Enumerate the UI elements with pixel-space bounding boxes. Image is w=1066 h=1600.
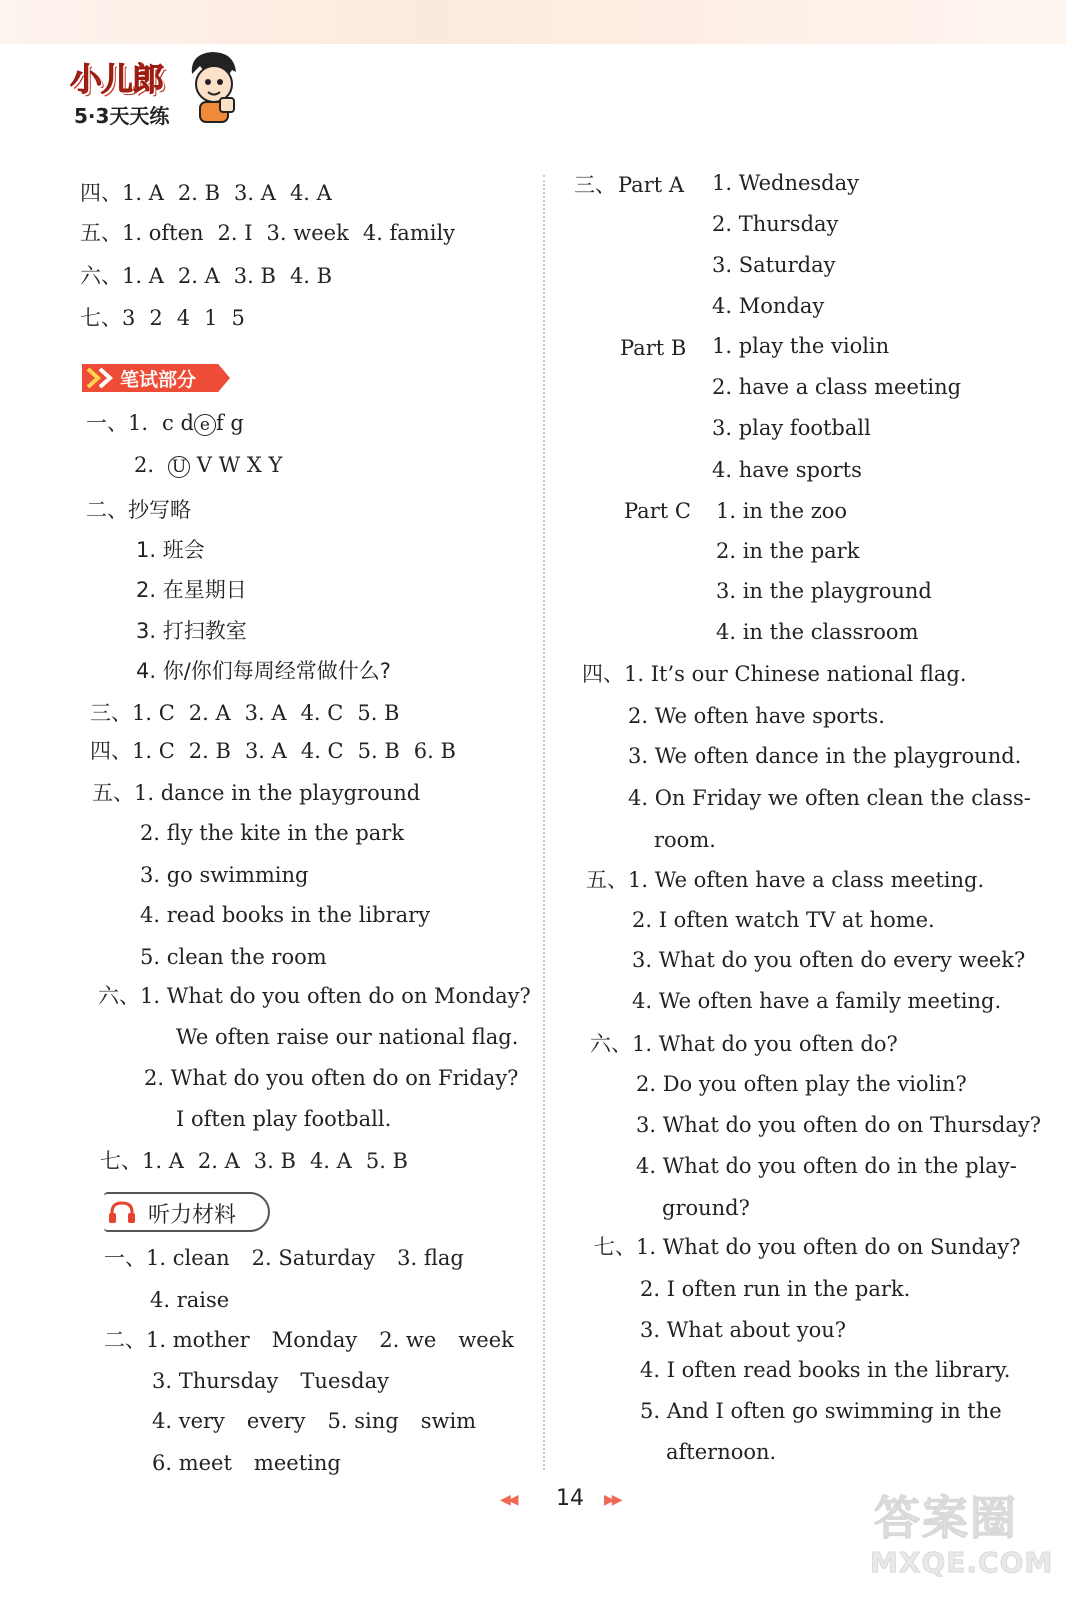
circled-letter: e bbox=[194, 414, 216, 436]
column-divider bbox=[543, 175, 545, 1470]
list-item: 1. play the violin bbox=[712, 334, 890, 358]
answer-row: 五、1. often 2. I 3. week 4. family bbox=[80, 221, 456, 245]
list-item: 4. I often read books in the library. bbox=[640, 1358, 1011, 1382]
list-item: ground? bbox=[662, 1196, 750, 1220]
watermark-bottom: MXQE.COM bbox=[870, 1546, 1054, 1579]
list-item: 1. Wednesday bbox=[712, 171, 860, 195]
watermark-top: 答案圈 bbox=[874, 1491, 1018, 1545]
list-item: 4. raise bbox=[150, 1288, 230, 1312]
list-item: 5. clean the room bbox=[140, 945, 327, 969]
section-title: 听力材料 bbox=[148, 1203, 237, 1228]
list-item: 3. What do you often do every week? bbox=[632, 948, 1026, 972]
section-marker: 三、 bbox=[574, 173, 616, 197]
list-item: 4. What do you often do in the play- bbox=[636, 1154, 1017, 1178]
list-item: 2. What do you often do on Friday? bbox=[144, 1066, 519, 1090]
list-item: 2. have a class meeting bbox=[712, 375, 962, 399]
part-label: Part B bbox=[620, 336, 687, 360]
list-item: 2. 在星期日 bbox=[136, 578, 247, 602]
logo-subtitle: 5·3天天练 bbox=[74, 104, 170, 128]
answer-row: 六、1. A 2. A 3. B 4. B bbox=[80, 264, 333, 288]
list-item: 3. We often dance in the playground. bbox=[628, 744, 1022, 768]
double-arrow-icon bbox=[86, 367, 116, 389]
top-band bbox=[0, 0, 1066, 44]
list-item: afternoon. bbox=[666, 1440, 777, 1464]
list-item: 3. go swimming bbox=[140, 863, 309, 887]
section-title: 笔试部分 bbox=[120, 369, 197, 391]
list-item: 4. We often have a family meeting. bbox=[632, 989, 1002, 1013]
answer-row: 2. U V W X Y bbox=[134, 453, 283, 477]
list-item: 2. I often watch TV at home. bbox=[632, 908, 935, 932]
list-item: 2. I often run in the park. bbox=[640, 1277, 911, 1301]
answer-row: 四、1. C 2. B 3. A 4. C 5. B 6. B bbox=[90, 739, 456, 763]
list-item: 1. in the zoo bbox=[716, 499, 848, 523]
list-item: We often raise our national flag. bbox=[176, 1025, 519, 1049]
answer-row: 二、抄写略 bbox=[86, 498, 191, 522]
answer-row: 四、1. A 2. B 3. A 4. A bbox=[80, 181, 332, 205]
list-item: 2. We often have sports. bbox=[628, 704, 885, 728]
logo-title: 小儿郎 bbox=[70, 60, 164, 98]
boy-mascot-icon bbox=[186, 48, 242, 128]
list-item: 4. On Friday we often clean the class- bbox=[628, 786, 1031, 810]
list-item: 4. 你/你们每周经常做什么? bbox=[136, 659, 391, 683]
list-item: 1. 班会 bbox=[136, 538, 205, 562]
answer-row: 二、1. mother Monday 2. we week bbox=[104, 1328, 514, 1352]
list-item: 4. very every 5. sing swim bbox=[152, 1409, 477, 1433]
list-item: room. bbox=[654, 828, 716, 852]
answer-row: 三、1. C 2. A 3. A 4. C 5. B bbox=[90, 701, 400, 725]
next-arrows-icon: ▶▶ bbox=[604, 1492, 620, 1508]
answer-row: 六、1. What do you often do on Monday? bbox=[98, 984, 531, 1008]
section-banner-written bbox=[82, 364, 232, 394]
prev-arrows-icon: ◀◀ bbox=[500, 1492, 516, 1508]
list-item: 2. Do you often play the violin? bbox=[636, 1072, 967, 1096]
part-label: Part C bbox=[624, 499, 691, 523]
page-number: 14 bbox=[556, 1486, 584, 1511]
list-item: 3. 打扫教室 bbox=[136, 619, 247, 643]
list-item: 4. Monday bbox=[712, 294, 825, 318]
answer-row: 七、3 2 4 1 5 bbox=[80, 306, 245, 330]
list-item: 2. in the park bbox=[716, 539, 860, 563]
answer-row: 一、1. clean 2. Saturday 3. flag bbox=[104, 1246, 464, 1270]
list-item: 6. meet meeting bbox=[152, 1451, 341, 1475]
answer-row: 五、1. dance in the playground bbox=[92, 781, 421, 805]
answer-row: 七、1. A 2. A 3. B 4. A 5. B bbox=[100, 1149, 408, 1173]
list-item: 4. in the classroom bbox=[716, 620, 919, 644]
answer-row: 一、1. c d e f g bbox=[86, 411, 244, 435]
answer-row: 四、1. It’s our Chinese national flag. bbox=[582, 662, 967, 686]
watermark bbox=[868, 1478, 1054, 1588]
list-item: 3. Thursday Tuesday bbox=[152, 1369, 389, 1393]
list-item: 3. Saturday bbox=[712, 253, 836, 277]
answer-row: 六、1. What do you often do? bbox=[590, 1032, 898, 1056]
section-tag-listening bbox=[104, 1192, 270, 1232]
list-item: 4. read books in the library bbox=[140, 903, 431, 927]
list-item: 5. And I often go swimming in the bbox=[640, 1399, 1002, 1423]
list-item: 3. What about you? bbox=[640, 1318, 846, 1342]
answer-row: 五、1. We often have a class meeting. bbox=[586, 868, 985, 892]
list-item: 2. Thursday bbox=[712, 212, 839, 236]
list-item: I often play football. bbox=[176, 1107, 392, 1131]
answer-row: 七、1. What do you often do on Sunday? bbox=[594, 1235, 1021, 1259]
list-item: 3. play football bbox=[712, 416, 871, 440]
headphones-icon bbox=[108, 1200, 136, 1224]
list-item: 3. in the playground bbox=[716, 579, 932, 603]
list-item: 3. What do you often do on Thursday? bbox=[636, 1113, 1041, 1137]
circled-letter: U bbox=[168, 456, 190, 478]
list-item: 4. have sports bbox=[712, 458, 862, 482]
list-item: 2. fly the kite in the park bbox=[140, 821, 405, 845]
part-label: Part A bbox=[618, 173, 685, 197]
publisher-logo bbox=[68, 48, 248, 132]
page-footer bbox=[500, 1486, 650, 1516]
